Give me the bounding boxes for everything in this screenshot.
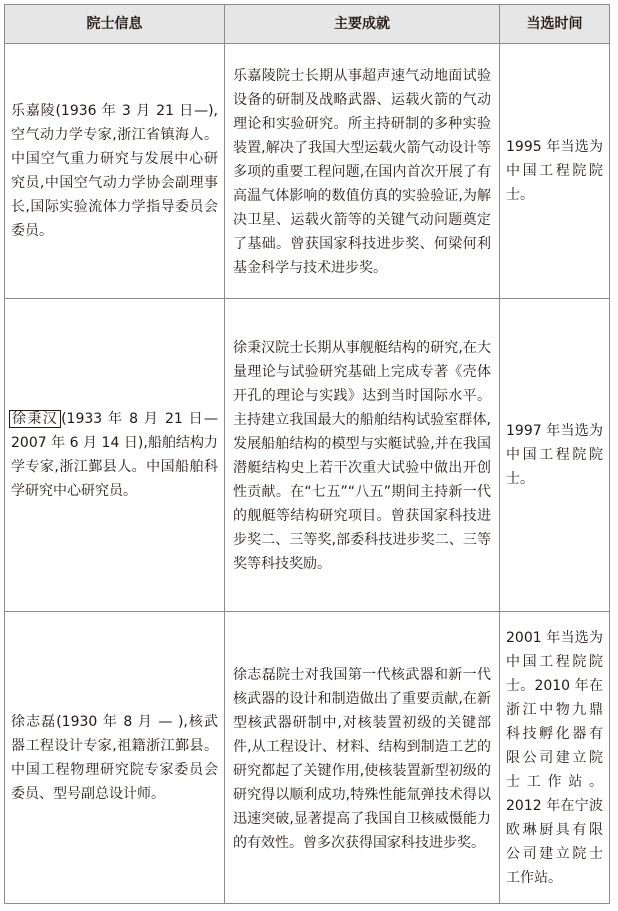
row3-year-text: 2001 年当选为中国工程院院士。2010 年在浙江中物九鼎科技孵化器有限公司建立院士工作站。2012 年在宁波欧琳厨具有限公司建立院士工作站。 xyxy=(506,629,603,886)
row2-info-text: (1933 年 8 月 21 日—2007 年 6 月 14 日),船舶结构力学专家,浙江鄞县人。中国船舶科学研究中心研究员。 xyxy=(11,411,218,499)
row3-info xyxy=(5,612,225,904)
row1-info-text: 乐嘉陵(1936 年 3 月 21 日—),空气动力学专家,浙江省镇海人。中国空气重力研究与发展中心研究员,中国空气动力学协会副理事长,国际实验流体力学指导委员会委员。 xyxy=(11,103,218,239)
row3-info-text: 徐志磊(1930 年 8 月 — ),核武器工程设计专家,祖籍浙江鄞县。中国工程物理研究院专家委员会委员、型号副总设计师。 xyxy=(11,713,218,802)
row2-name-boxed: 徐秉汉 xyxy=(9,410,61,428)
row2-achievements xyxy=(225,299,500,612)
table-row xyxy=(5,299,610,612)
row1-year xyxy=(500,44,610,299)
row1-achievements xyxy=(225,44,500,299)
header-info: 院士信息 xyxy=(5,5,225,44)
header-achievements: 主要成就 xyxy=(225,5,500,44)
row3-achievements-text: 徐志磊院士对我国第一代核武器和新一代核武器的设计和制造做出了重要贡献,在新型核武器研制中,对核装置初级的关键部件,从工程设计、材料、结构到制造工艺的研究都起了关键作用,使核装置新型初级的研究得以顺利成功,特殊性能氚弹技术得以迅速突破,显著提高了我国自卫核威慑能力的有效性。曾多次获得国家科技进步奖。 xyxy=(233,666,491,851)
header-year: 当选时间 xyxy=(500,5,610,44)
row1-info xyxy=(5,44,225,299)
row1-year-text: 1995 年当选为中国工程院院士。 xyxy=(506,139,603,203)
row2-year-text: 1997 年当选为中国工程院院士。 xyxy=(506,423,603,487)
row3-year xyxy=(500,612,610,904)
table-row xyxy=(5,612,610,904)
table-row xyxy=(5,44,610,299)
row1-achievements-text: 乐嘉陵院士长期从事超声速气动地面试验设备的研制及战略武器、运载火箭的气动理论和实验研究。所主持研制的多种实验装置,解决了我国大型运载火箭气动设计等多项的重要工程问题,在国内首次开展了有高温气体影响的数值仿真的实验验证,为解决卫星、运载火箭等的关键气动问题奠定了基础。曾获国家科技进步奖、何梁何利基金科学与技术进步奖。 xyxy=(233,68,491,276)
row3-achievements xyxy=(225,612,500,904)
academician-table xyxy=(4,4,610,904)
row2-info xyxy=(5,299,225,612)
table-header-row xyxy=(5,5,610,44)
row2-achievements-text: 徐秉汉院士长期从事舰艇结构的研究,在大量理论与试验研究基础上完成专著《壳体开孔的理论与实践》达到当时国际水平。主持建立我国最大的船舶结构试验室群体,发展船舶结构的模型与实艇试验,并在我国潜艇结构史上若干次重大试验中做出开创性贡献。在“七五”“八五”期间主持新一代的舰艇等结构研究项目。曾获国家科技进步奖二、三等奖,部委科技进步奖二、三等奖等科技奖励。 xyxy=(233,340,491,572)
row2-year xyxy=(500,299,610,612)
